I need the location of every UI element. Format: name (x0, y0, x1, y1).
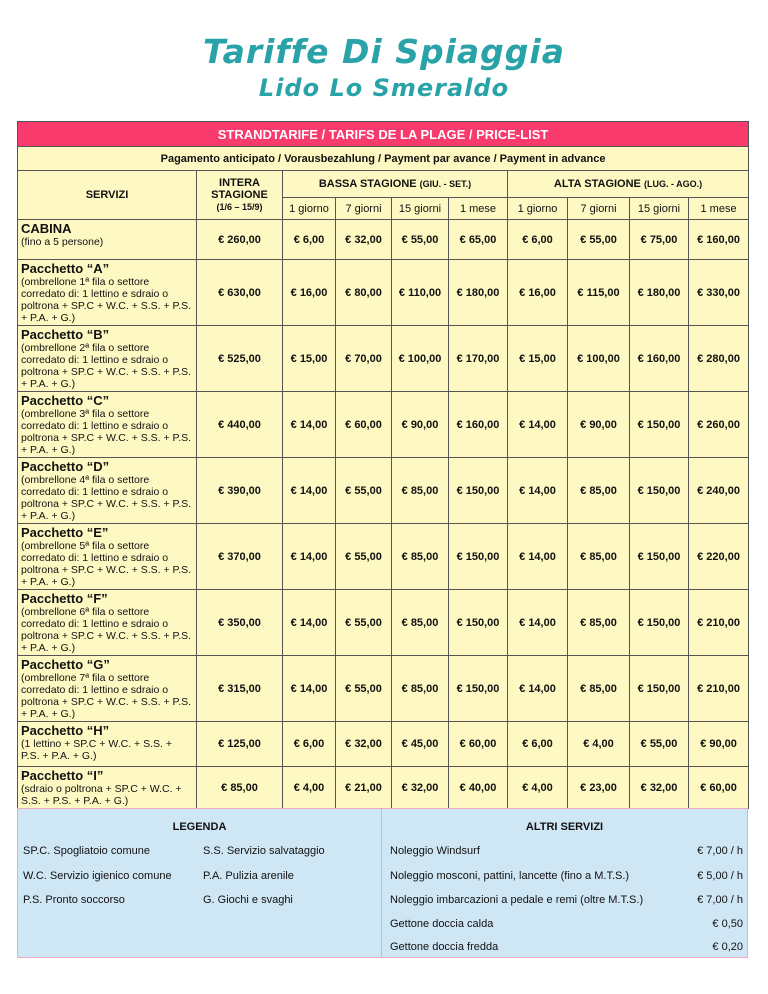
service-cell (18, 326, 197, 392)
price-cell: € 280,00 (689, 326, 749, 392)
price-cell: € 85,00 (392, 458, 449, 524)
price-cell: € 55,00 (336, 656, 392, 722)
price-cell: € 80,00 (336, 260, 392, 326)
altri-item-label: Noleggio Windsurf (390, 845, 480, 857)
price-row (18, 326, 749, 392)
service-cell (18, 524, 197, 590)
price-cell: € 15,00 (508, 326, 568, 392)
bassa-title: BASSA STAGIONE (318, 178, 417, 190)
service-name: Pacchetto “H” (21, 723, 110, 738)
price-cell: € 60,00 (336, 392, 392, 458)
service-cell (18, 220, 197, 260)
price-cell: € 260,00 (197, 220, 283, 260)
price-cell: € 14,00 (508, 656, 568, 722)
intera-stagione-header (197, 171, 283, 220)
altri-item-label: Gettone doccia fredda (390, 941, 499, 953)
price-cell: € 65,00 (449, 220, 508, 260)
price-cell: € 55,00 (336, 590, 392, 656)
price-cell: € 32,00 (630, 767, 689, 809)
service-cell (18, 392, 197, 458)
price-cell: € 85,00 (568, 590, 630, 656)
price-cell: € 55,00 (392, 220, 449, 260)
service-description: (ombrellone 6ª fila o settore corredato di: 1 lettino e sdraio o poltrona + SP.C + W.C. + S.S. + P.S. + P.A. + G.) (21, 606, 192, 654)
price-cell: € 14,00 (508, 590, 568, 656)
altri-item-value: € 0,50 (712, 918, 743, 930)
price-cell: € 210,00 (689, 590, 749, 656)
service-name: CABINA (21, 221, 72, 236)
service-name: Pacchetto “F” (21, 591, 108, 606)
price-row (18, 458, 749, 524)
service-description: (ombrellone 1ª fila o settore corredato di: 1 lettino e sdraio o poltrona + SP.C + W.C. + S.S. + P.S. + P.A. + G.) (21, 276, 192, 324)
price-cell: € 150,00 (630, 524, 689, 590)
price-cell: € 440,00 (197, 392, 283, 458)
service-name: Pacchetto “I” (21, 768, 104, 783)
price-cell: € 150,00 (630, 392, 689, 458)
intera-line2: STAGIONE (211, 189, 268, 201)
service-cell (18, 458, 197, 524)
price-cell: € 85,00 (568, 458, 630, 524)
legenda-item: P.S. Pronto soccorso (23, 894, 125, 906)
altri-item-value: € 5,00 / h (697, 870, 743, 882)
price-cell: € 32,00 (336, 722, 392, 767)
service-cell (18, 260, 197, 326)
intera-line1: INTERA (219, 177, 260, 189)
altri-item-value: € 7,00 / h (697, 894, 743, 906)
price-cell: € 14,00 (283, 458, 336, 524)
price-row (18, 524, 749, 590)
service-description: (ombrellone 7ª fila o settore corredato di: 1 lettino e sdraio o poltrona + SP.C + W.C. + S.S. + P.S. + P.A. + G.) (21, 672, 192, 720)
price-cell: € 150,00 (449, 524, 508, 590)
service-cell (18, 767, 197, 809)
alta-title: ALTA STAGIONE (553, 178, 641, 190)
price-cell: € 150,00 (630, 458, 689, 524)
payment-note: Pagamento anticipato / Vorausbezahlung / Payment par avance / Payment in advance (18, 147, 749, 171)
price-cell: € 110,00 (392, 260, 449, 326)
price-cell: € 14,00 (283, 392, 336, 458)
price-cell: € 160,00 (449, 392, 508, 458)
price-cell: € 4,00 (568, 722, 630, 767)
service-description: (ombrellone 3ª fila o settore corredato di: 1 lettino e sdraio o poltrona + SP.C + W.C. + S.S. + P.S. + P.A. + G.) (21, 408, 192, 456)
price-row (18, 722, 749, 767)
price-cell: € 180,00 (449, 260, 508, 326)
price-cell: € 150,00 (449, 458, 508, 524)
price-cell: € 85,00 (392, 590, 449, 656)
price-cell: € 23,00 (568, 767, 630, 809)
period-header: 1 giorno (508, 198, 568, 220)
service-description: (ombrellone 2ª fila o settore corredato di: 1 lettino e sdraio o poltrona + SP.C + W.C. + S.S. + P.S. + P.A. + G.) (21, 342, 192, 390)
price-cell: € 6,00 (508, 722, 568, 767)
servizi-header: SERVIZI (18, 171, 197, 220)
service-description: (ombrellone 5ª fila o settore corredato di: 1 lettino e sdraio o poltrona + SP.C + W.C. + S.S. + P.S. + P.A. + G.) (21, 540, 192, 588)
period-header: 1 mese (449, 198, 508, 220)
price-cell: € 16,00 (283, 260, 336, 326)
price-cell: € 45,00 (392, 722, 449, 767)
service-name: Pacchetto “E” (21, 525, 109, 540)
price-cell: € 85,00 (197, 767, 283, 809)
price-cell: € 55,00 (568, 220, 630, 260)
price-cell: € 32,00 (336, 220, 392, 260)
page-subtitle: Lido Lo Smeraldo (258, 74, 510, 102)
period-header: 1 mese (689, 198, 749, 220)
price-cell: € 315,00 (197, 656, 283, 722)
price-row (18, 220, 749, 260)
price-cell: € 150,00 (449, 590, 508, 656)
price-cell: € 220,00 (689, 524, 749, 590)
price-cell: € 90,00 (392, 392, 449, 458)
price-row (18, 392, 749, 458)
price-cell: € 125,00 (197, 722, 283, 767)
price-cell: € 370,00 (197, 524, 283, 590)
price-cell: € 350,00 (197, 590, 283, 656)
price-cell: € 85,00 (568, 656, 630, 722)
price-cell: € 100,00 (568, 326, 630, 392)
legenda-item: S.S. Servizio salvataggio (203, 845, 325, 857)
price-cell: € 160,00 (630, 326, 689, 392)
price-cell: € 14,00 (508, 524, 568, 590)
price-cell: € 210,00 (689, 656, 749, 722)
price-cell: € 21,00 (336, 767, 392, 809)
price-cell: € 32,00 (392, 767, 449, 809)
service-description: (1 lettino + SP.C + W.C. + S.S. + P.S. + P.A. + G.) (21, 738, 172, 762)
price-cell: € 90,00 (689, 722, 749, 767)
bassa-stagione-header (283, 171, 508, 198)
service-cell (18, 656, 197, 722)
legenda-title: LEGENDA (172, 821, 227, 833)
legenda-item: G. Giochi e svaghi (203, 894, 293, 906)
price-row (18, 656, 749, 722)
price-cell: € 14,00 (508, 392, 568, 458)
price-cell: € 85,00 (392, 656, 449, 722)
price-cell: € 6,00 (283, 220, 336, 260)
price-cell: € 180,00 (630, 260, 689, 326)
altri-item-value: € 7,00 / h (697, 845, 743, 857)
price-cell: € 60,00 (449, 722, 508, 767)
price-cell: € 14,00 (283, 656, 336, 722)
price-cell: € 115,00 (568, 260, 630, 326)
price-cell: € 15,00 (283, 326, 336, 392)
price-cell: € 4,00 (283, 767, 336, 809)
price-row (18, 590, 749, 656)
price-cell: € 150,00 (630, 590, 689, 656)
alta-stagione-header (508, 171, 749, 198)
price-cell: € 525,00 (197, 326, 283, 392)
intera-dates: (1/6 – 15/9) (216, 202, 263, 212)
period-header: 7 giorni (336, 198, 392, 220)
price-cell: € 240,00 (689, 458, 749, 524)
service-description: (fino a 5 persone) (21, 236, 104, 248)
price-cell: € 170,00 (449, 326, 508, 392)
service-description: (sdraio o poltrona + SP.C + W.C. + S.S. + P.S. + P.A. + G.) (21, 783, 182, 807)
price-cell: € 70,00 (336, 326, 392, 392)
period-header: 15 giorni (630, 198, 689, 220)
period-header: 7 giorni (568, 198, 630, 220)
legenda-item: SP.C. Spogliatoio comune (23, 845, 150, 857)
price-cell: € 55,00 (630, 722, 689, 767)
legenda-item: P.A. Pulizia arenile (203, 870, 294, 882)
price-cell: € 90,00 (568, 392, 630, 458)
altri-item (390, 941, 743, 953)
price-list-banner: STRANDTARIFE / TARIFS DE LA PLAGE / PRICE-LIST (18, 122, 749, 147)
price-cell: € 630,00 (197, 260, 283, 326)
period-header: 15 giorni (392, 198, 449, 220)
price-row (18, 260, 749, 326)
price-cell: € 160,00 (689, 220, 749, 260)
price-cell: € 16,00 (508, 260, 568, 326)
price-table (17, 121, 749, 809)
service-name: Pacchetto “G” (21, 657, 110, 672)
service-cell (18, 722, 197, 767)
service-cell (18, 590, 197, 656)
price-cell: € 150,00 (449, 656, 508, 722)
period-header: 1 giorno (283, 198, 336, 220)
price-cell: € 6,00 (508, 220, 568, 260)
altri-item (390, 918, 743, 930)
altri-item-value: € 0,20 (712, 941, 743, 953)
price-cell: € 330,00 (689, 260, 749, 326)
price-cell: € 4,00 (508, 767, 568, 809)
legenda-item: W.C. Servizio igienico comune (23, 870, 172, 882)
service-description: (ombrellone 4ª fila o settore corredato di: 1 lettino e sdraio o poltrona + SP.C + W.C. + S.S. + P.S. + P.A. + G.) (21, 474, 192, 522)
service-name: Pacchetto “A” (21, 261, 110, 276)
price-cell: € 75,00 (630, 220, 689, 260)
price-cell: € 390,00 (197, 458, 283, 524)
altri-item-label: Gettone doccia calda (390, 918, 494, 930)
price-cell: € 100,00 (392, 326, 449, 392)
altri-servizi-title: ALTRI SERVIZI (525, 821, 604, 833)
price-cell: € 55,00 (336, 524, 392, 590)
price-cell: € 85,00 (392, 524, 449, 590)
price-row (18, 767, 749, 809)
price-cell: € 14,00 (283, 590, 336, 656)
price-cell: € 14,00 (508, 458, 568, 524)
altri-servizi-box (382, 808, 748, 958)
price-cell: € 260,00 (689, 392, 749, 458)
price-cell: € 60,00 (689, 767, 749, 809)
alta-dates: (LUG. - AGO.) (643, 179, 703, 189)
legenda-box (17, 808, 382, 958)
price-cell: € 150,00 (630, 656, 689, 722)
price-cell: € 14,00 (283, 524, 336, 590)
altri-item-label: Noleggio mosconi, pattini, lancette (fino a M.T.S.) (390, 870, 630, 882)
page-title: Tariffe Di Spiaggia (202, 32, 566, 71)
price-cell: € 55,00 (336, 458, 392, 524)
price-cell: € 40,00 (449, 767, 508, 809)
service-name: Pacchetto “C” (21, 393, 110, 408)
bassa-dates: (GIU. - SET.) (419, 179, 472, 189)
price-cell: € 85,00 (568, 524, 630, 590)
price-cell: € 6,00 (283, 722, 336, 767)
service-name: Pacchetto “D” (21, 459, 110, 474)
altri-item-label: Noleggio imbarcazioni a pedale e remi (oltre M.T.S.) (390, 894, 644, 906)
altri-item (390, 845, 743, 857)
altri-item (390, 870, 743, 882)
service-name: Pacchetto “B” (21, 327, 110, 342)
altri-item (390, 894, 743, 906)
